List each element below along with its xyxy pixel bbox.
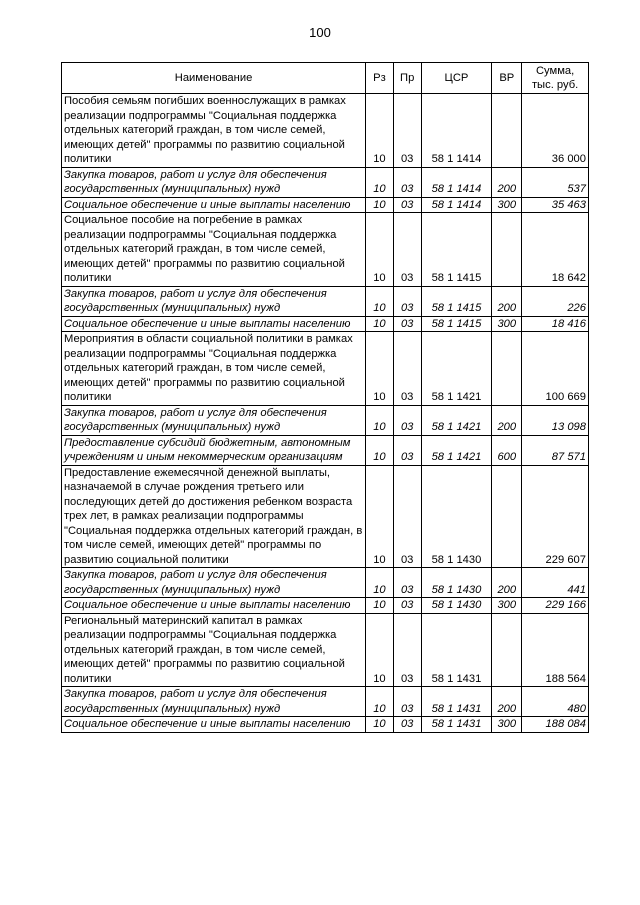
table-row: [62, 167, 589, 197]
cell-pr: 03: [393, 286, 421, 316]
cell-csr: 58 1 1415: [421, 316, 492, 332]
cell-name: Социальное обеспечение и иные выплаты населению: [62, 598, 366, 614]
table-row: [62, 613, 589, 687]
cell-csr: 58 1 1421: [421, 332, 492, 406]
cell-vr: 300: [492, 197, 522, 213]
table-header: [62, 63, 589, 94]
header-name: Наименование: [62, 63, 366, 94]
cell-sum: 188 084: [522, 717, 589, 733]
table-row: [62, 435, 589, 465]
cell-sum: 87 571: [522, 435, 589, 465]
table-row: [62, 717, 589, 733]
cell-rz: 10: [366, 94, 394, 168]
table-row: [62, 405, 589, 435]
cell-name: Закупка товаров, работ и услуг для обеспечения государственных (муниципальных) нужд: [62, 286, 366, 316]
cell-name: Закупка товаров, работ и услуг для обеспечения государственных (муниципальных) нужд: [62, 687, 366, 717]
cell-name: Региональный материнский капитал в рамках реализации подпрограммы "Социальная поддержка отдельных категорий граждан, в том числе семей, имеющих детей" программы по развитию социальной политики: [62, 613, 366, 687]
cell-vr: 200: [492, 687, 522, 717]
cell-rz: 10: [366, 568, 394, 598]
table-row: [62, 687, 589, 717]
cell-csr: 58 1 1414: [421, 197, 492, 213]
table-row: [62, 316, 589, 332]
cell-name: Предоставление субсидий бюджетным, автономным учреждениям и иным некоммерческим организациям: [62, 435, 366, 465]
cell-pr: 03: [393, 465, 421, 568]
cell-pr: 03: [393, 332, 421, 406]
cell-csr: 58 1 1421: [421, 405, 492, 435]
cell-rz: 10: [366, 717, 394, 733]
cell-csr: 58 1 1415: [421, 213, 492, 287]
cell-sum: 35 463: [522, 197, 589, 213]
table-row: [62, 286, 589, 316]
cell-name: Социальное пособие на погребение в рамках реализации подпрограммы "Социальная поддержка отдельных категорий граждан, в том числе семей, имеющих детей" программы по развитию социальной политики: [62, 213, 366, 287]
cell-name: Социальное обеспечение и иные выплаты населению: [62, 717, 366, 733]
cell-name: Пособия семьям погибших военнослужащих в рамках реализации подпрограммы "Социальная поддержка отдельных категорий граждан, в том числе семей, имеющих детей" программы по развитию социальной политики: [62, 94, 366, 168]
cell-csr: 58 1 1431: [421, 717, 492, 733]
cell-name: Социальное обеспечение и иные выплаты населению: [62, 316, 366, 332]
cell-sum: 229 607: [522, 465, 589, 568]
cell-vr: [492, 613, 522, 687]
page-number: 100: [309, 25, 331, 40]
cell-pr: 03: [393, 613, 421, 687]
cell-vr: 300: [492, 316, 522, 332]
cell-sum: 18 642: [522, 213, 589, 287]
cell-vr: [492, 465, 522, 568]
table-row: [62, 213, 589, 287]
cell-pr: 03: [393, 316, 421, 332]
table-row: [62, 598, 589, 614]
cell-name: Закупка товаров, работ и услуг для обеспечения государственных (муниципальных) нужд: [62, 167, 366, 197]
cell-rz: 10: [366, 332, 394, 406]
cell-csr: 58 1 1430: [421, 598, 492, 614]
cell-vr: 300: [492, 717, 522, 733]
cell-csr: 58 1 1431: [421, 613, 492, 687]
cell-sum: 537: [522, 167, 589, 197]
cell-csr: 58 1 1414: [421, 94, 492, 168]
cell-sum: 188 564: [522, 613, 589, 687]
header-rz: Рз: [366, 63, 394, 94]
cell-pr: 03: [393, 94, 421, 168]
table-row: [62, 94, 589, 168]
cell-vr: [492, 94, 522, 168]
cell-pr: 03: [393, 213, 421, 287]
cell-csr: 58 1 1431: [421, 687, 492, 717]
cell-vr: 200: [492, 405, 522, 435]
table-row: [62, 568, 589, 598]
cell-sum: 441: [522, 568, 589, 598]
header-csr: ЦСР: [421, 63, 492, 94]
cell-rz: 10: [366, 435, 394, 465]
table-row: [62, 332, 589, 406]
cell-name: Предоставление ежемесячной денежной выплаты, назначаемой в случае рождения третьего или последующих детей до достижения ребенком возраста трех лет, в рамках реализации подпрограммы "Социальная поддержка отдельных категорий граждан, в том числе семей, имеющих детей" программы по развитию социальной политики: [62, 465, 366, 568]
header-vr: ВР: [492, 63, 522, 94]
cell-vr: 200: [492, 167, 522, 197]
cell-sum: 13 098: [522, 405, 589, 435]
table-row: [62, 465, 589, 568]
cell-pr: 03: [393, 598, 421, 614]
cell-rz: 10: [366, 286, 394, 316]
cell-pr: 03: [393, 197, 421, 213]
cell-rz: 10: [366, 167, 394, 197]
cell-rz: 10: [366, 316, 394, 332]
cell-pr: 03: [393, 435, 421, 465]
cell-name: Закупка товаров, работ и услуг для обеспечения государственных (муниципальных) нужд: [62, 568, 366, 598]
budget-table: [61, 62, 589, 733]
cell-vr: [492, 332, 522, 406]
cell-csr: 58 1 1430: [421, 465, 492, 568]
header-row: [62, 63, 589, 94]
cell-rz: 10: [366, 213, 394, 287]
cell-vr: [492, 213, 522, 287]
cell-pr: 03: [393, 568, 421, 598]
cell-sum: 226: [522, 286, 589, 316]
cell-rz: 10: [366, 598, 394, 614]
cell-csr: 58 1 1414: [421, 167, 492, 197]
header-sum: Сумма, тыс. руб.: [522, 63, 589, 94]
cell-sum: 480: [522, 687, 589, 717]
cell-pr: 03: [393, 717, 421, 733]
cell-rz: 10: [366, 687, 394, 717]
cell-sum: 18 416: [522, 316, 589, 332]
cell-name: Социальное обеспечение и иные выплаты населению: [62, 197, 366, 213]
cell-name: Закупка товаров, работ и услуг для обеспечения государственных (муниципальных) нужд: [62, 405, 366, 435]
cell-vr: 200: [492, 286, 522, 316]
header-pr: Пр: [393, 63, 421, 94]
table-row: [62, 197, 589, 213]
cell-sum: 36 000: [522, 94, 589, 168]
cell-csr: 58 1 1415: [421, 286, 492, 316]
cell-pr: 03: [393, 687, 421, 717]
cell-name: Мероприятия в области социальной политики в рамках реализации подпрограммы "Социальная поддержка отдельных категорий граждан, в том числе семей, имеющих детей" программы по развитию социальной политики: [62, 332, 366, 406]
cell-rz: 10: [366, 465, 394, 568]
cell-rz: 10: [366, 613, 394, 687]
cell-sum: 229 166: [522, 598, 589, 614]
cell-vr: 300: [492, 598, 522, 614]
cell-pr: 03: [393, 405, 421, 435]
cell-csr: 58 1 1421: [421, 435, 492, 465]
cell-sum: 100 669: [522, 332, 589, 406]
cell-csr: 58 1 1430: [421, 568, 492, 598]
cell-vr: 600: [492, 435, 522, 465]
cell-vr: 200: [492, 568, 522, 598]
cell-rz: 10: [366, 405, 394, 435]
cell-pr: 03: [393, 167, 421, 197]
table-body: [62, 94, 589, 733]
cell-rz: 10: [366, 197, 394, 213]
